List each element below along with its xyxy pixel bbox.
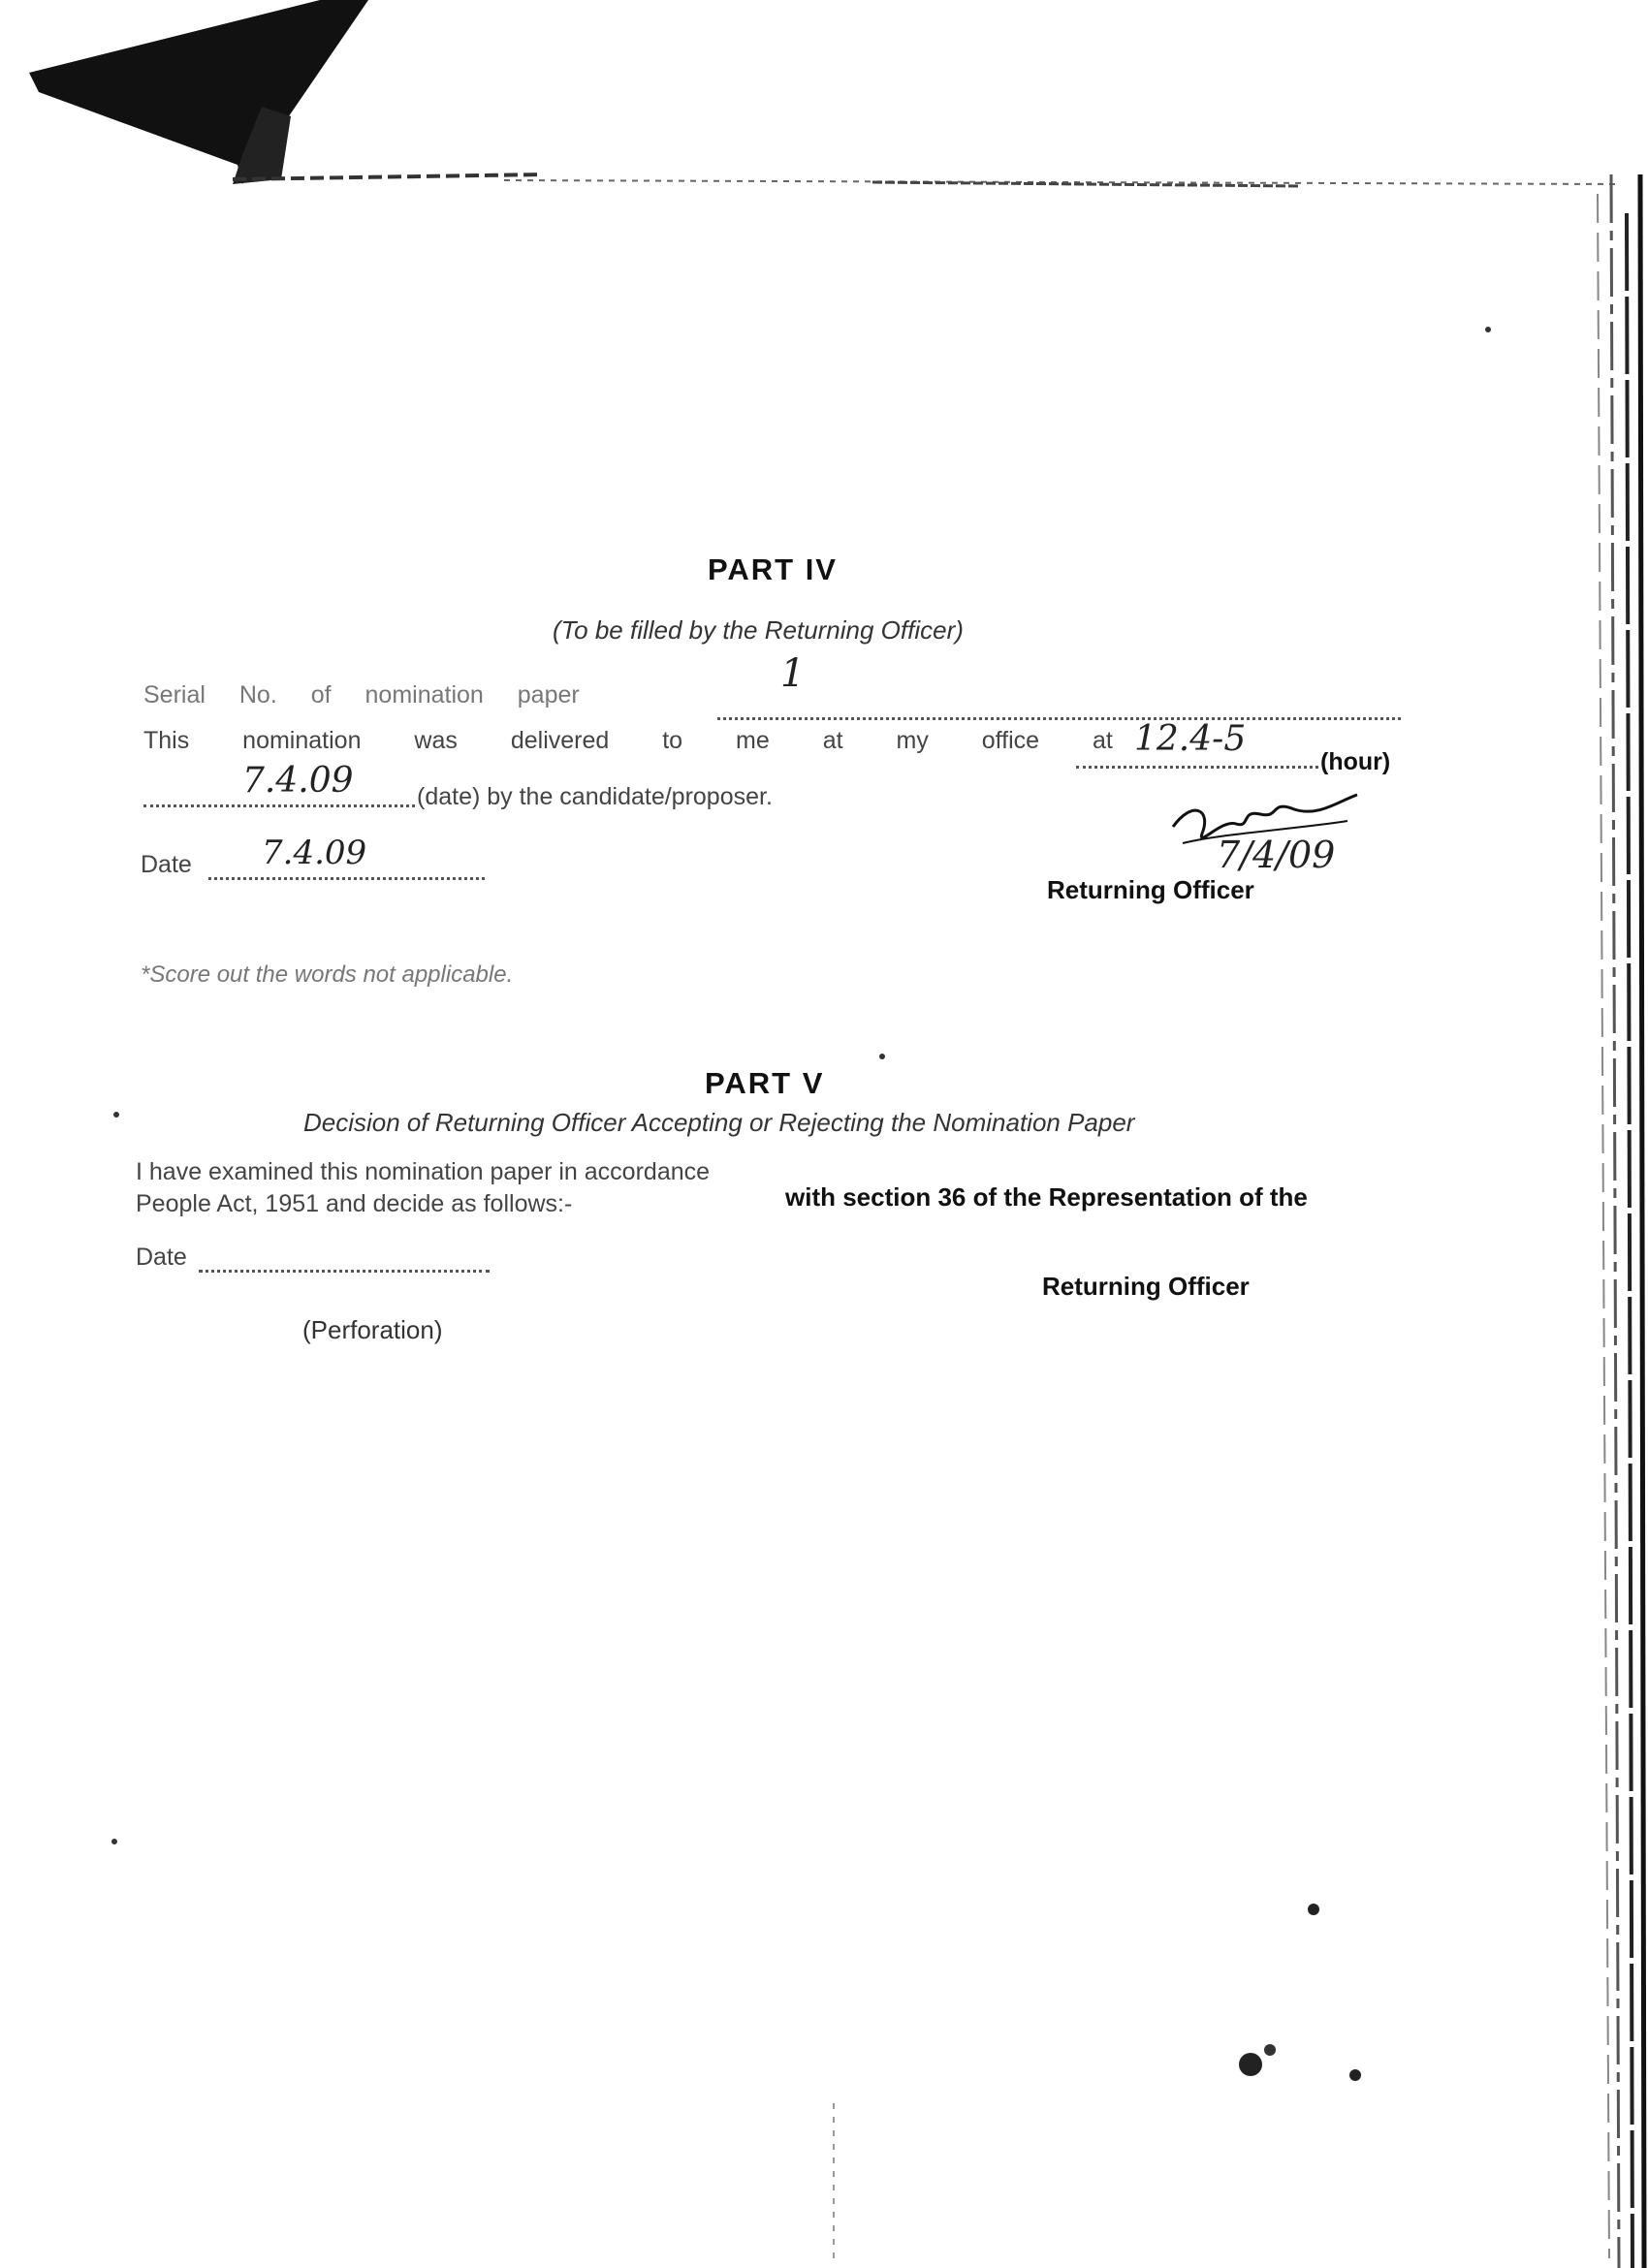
- footnote: *Score out the words not applicable.: [141, 961, 514, 988]
- hour-value: 12.4-5: [1134, 719, 1247, 759]
- part5-line1-a: I have examined this nomination paper in accordance: [136, 1158, 711, 1185]
- serial-value: 1: [780, 651, 806, 696]
- part4-officer-label: Returning Officer: [1047, 875, 1254, 904]
- by-candidate-text: (date) by the candidate/proposer.: [417, 783, 773, 810]
- corner-handwritten-note: १३१८: [243, 12, 321, 71]
- delivery-date-value: 7.4.09: [242, 761, 354, 801]
- part5-title: PART V: [705, 1066, 825, 1100]
- part5-line2: People Act, 1951 and decide as follows:-: [136, 1190, 573, 1217]
- part5-date-label: Date: [136, 1244, 187, 1271]
- part4-title: PART IV: [708, 552, 838, 586]
- hour-label: (hour): [1320, 748, 1391, 775]
- part5-officer-label: Returning Officer: [1042, 1272, 1250, 1301]
- part4-subtitle: (To be filled by the Returning Officer): [553, 615, 964, 645]
- part5-line1-b: with section 36 of the Representation of the: [785, 1182, 1308, 1212]
- serial-label: Serial No. of nomination paper: [143, 681, 580, 709]
- signature-date: 7/4/09: [1217, 834, 1336, 876]
- part4-date-value: 7.4.09: [262, 834, 367, 872]
- part5-subtitle: Decision of Returning Officer Accepting or Rejecting the Nomination Paper: [303, 1108, 1135, 1137]
- perforation-label: (Perforation): [302, 1315, 443, 1344]
- part4-date-label: Date: [141, 851, 192, 878]
- delivered-text: This nomination was delivered to me at my office at: [143, 727, 1113, 754]
